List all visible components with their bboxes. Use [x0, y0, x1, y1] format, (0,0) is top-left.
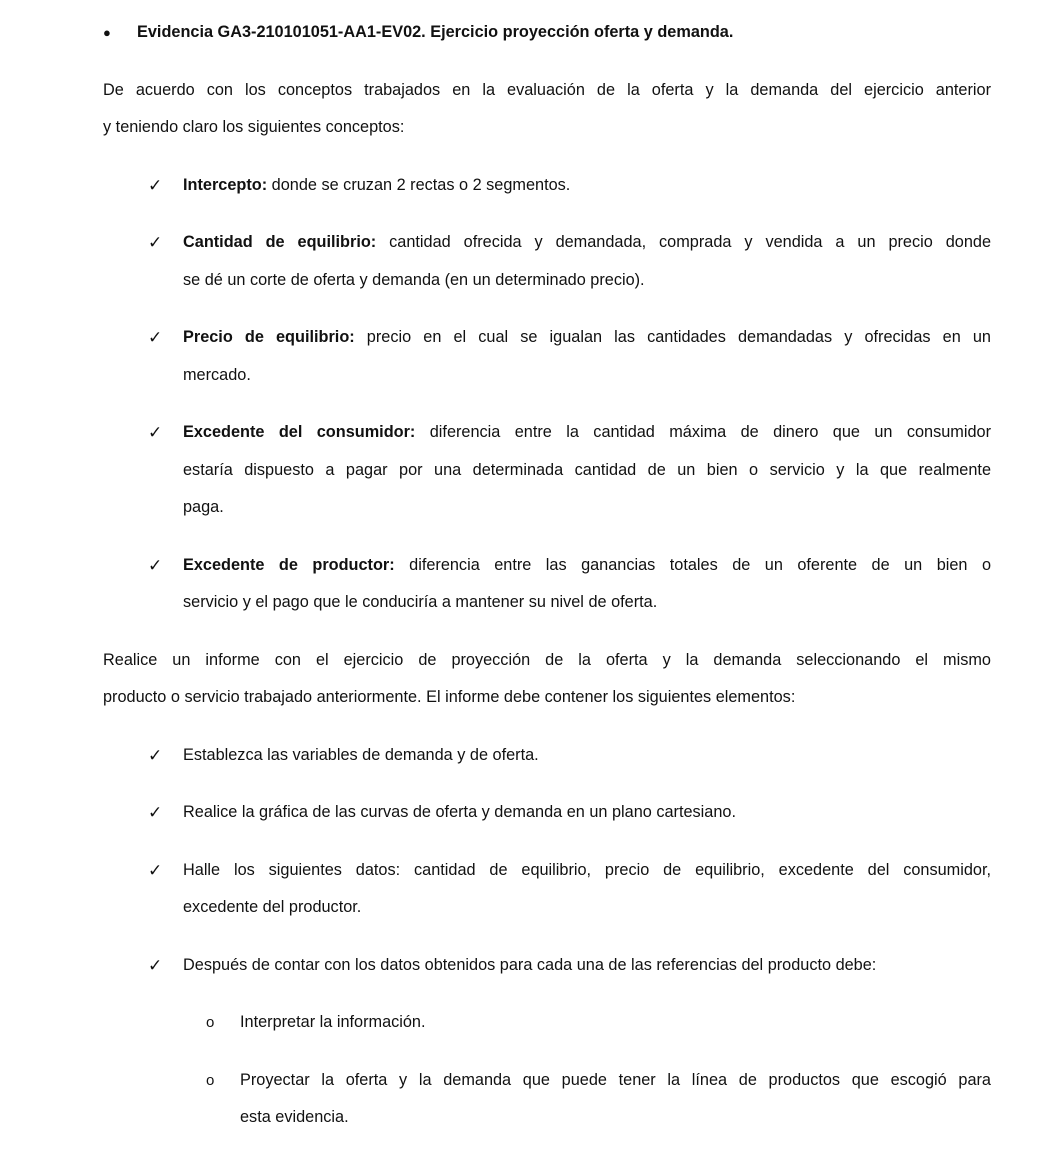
checkmark-icon: ✓ — [148, 233, 163, 252]
circle-bullet-icon: o — [206, 1014, 215, 1031]
text-line: Halle los siguientes datos: cantidad de equilibrio, precio de equilibrio, excedente del consumidor, — [183, 860, 991, 879]
concept-cantidad-equilibrio — [148, 224, 991, 299]
text-line: Después de contar con los datos obtenidos para cada una de las referencias del producto debe: — [183, 955, 877, 974]
text-line: diferencia entre las ganancias totales de un oferente de un bien o — [394, 555, 992, 574]
text-line: mercado. — [183, 365, 251, 384]
concept-excedente-productor — [148, 547, 992, 622]
text-line: cantidad ofrecida y demandada, comprada y vendida a un precio donde — [376, 233, 991, 251]
text-line: y teniendo claro los siguientes conceptos: — [103, 118, 405, 136]
concept-label: Excedente de productor: — [183, 555, 395, 574]
checkmark-icon: ✓ — [148, 955, 163, 975]
concept-label: Precio de equilibrio: — [183, 328, 355, 346]
concept-label: Cantidad de equilibrio: — [183, 233, 377, 251]
text-line: estaría dispuesto a pagar por una determinada cantidad de un bien o servicio y la que realmente — [183, 460, 991, 479]
concept-label: Intercepto: — [183, 175, 268, 194]
checkmark-icon: ✓ — [148, 803, 163, 822]
concept-precio-equilibrio — [148, 319, 991, 394]
text-line: precio en el cual se igualan las cantidades demandadas y ofrecidas en un — [354, 328, 991, 346]
concept-intercepto — [148, 167, 991, 205]
title-text: Evidencia GA3-210101051-AA1-EV02. Ejercicio proyección oferta y demanda. — [137, 23, 734, 41]
text-line: esta evidencia. — [240, 1108, 349, 1126]
text-line: De acuerdo con los conceptos trabajados en la evaluación de la oferta y la demanda del ejercicio anterior — [103, 80, 991, 99]
text-line: se dé un corte de oferta y demanda (en un determinado precio). — [183, 270, 645, 289]
concept-label: Excedente del consumidor: — [183, 423, 416, 441]
document — [0, 14, 1039, 1157]
circle-bullet-icon: o — [206, 1071, 215, 1089]
checkmark-icon: ✓ — [148, 555, 163, 575]
element-grafica — [148, 794, 991, 832]
text-line: servicio y el pago que le conduciría a mantener su nivel de oferta. — [183, 593, 658, 611]
checkmark-icon: ✓ — [148, 328, 163, 347]
text-line: Establezca las variables de demanda y de oferta. — [183, 745, 539, 764]
element-datos — [148, 852, 991, 927]
checkmark-icon: ✓ — [148, 860, 163, 880]
text-line: Proyectar la oferta y la demanda que puede tener la línea de productos que escogió para — [240, 1070, 991, 1089]
bullet-icon: ● — [103, 25, 111, 40]
text-line: donde se cruzan 2 rectas o 2 segmentos. — [267, 175, 571, 194]
text-line: excedente del productor. — [183, 898, 362, 916]
text-line: diferencia entre la cantidad máxima de dinero que un consumidor — [415, 423, 991, 441]
checkmark-icon: ✓ — [148, 423, 163, 442]
element-despues — [148, 947, 991, 985]
text-line: paga. — [183, 498, 224, 516]
subitem-proyectar — [206, 1062, 991, 1137]
text-line: Realice un informe con el ejercicio de proyección de la oferta y la demanda seleccionando el mismo — [103, 650, 991, 669]
text-line: Interpretar la información. — [240, 1013, 426, 1031]
subitem-interpretar — [206, 1004, 991, 1042]
evidence-title — [103, 14, 1039, 52]
element-variables — [148, 737, 991, 775]
text-line: Realice la gráfica de las curvas de oferta y demanda en un plano cartesiano. — [183, 803, 736, 821]
checkmark-icon: ✓ — [148, 175, 163, 195]
text-line: producto o servicio trabajado anteriormente. El informe debe contener los siguientes elementos: — [103, 688, 796, 706]
report-paragraph — [103, 642, 991, 717]
checkmark-icon: ✓ — [148, 745, 163, 765]
intro-paragraph — [103, 72, 991, 147]
concept-excedente-consumidor — [148, 414, 991, 527]
